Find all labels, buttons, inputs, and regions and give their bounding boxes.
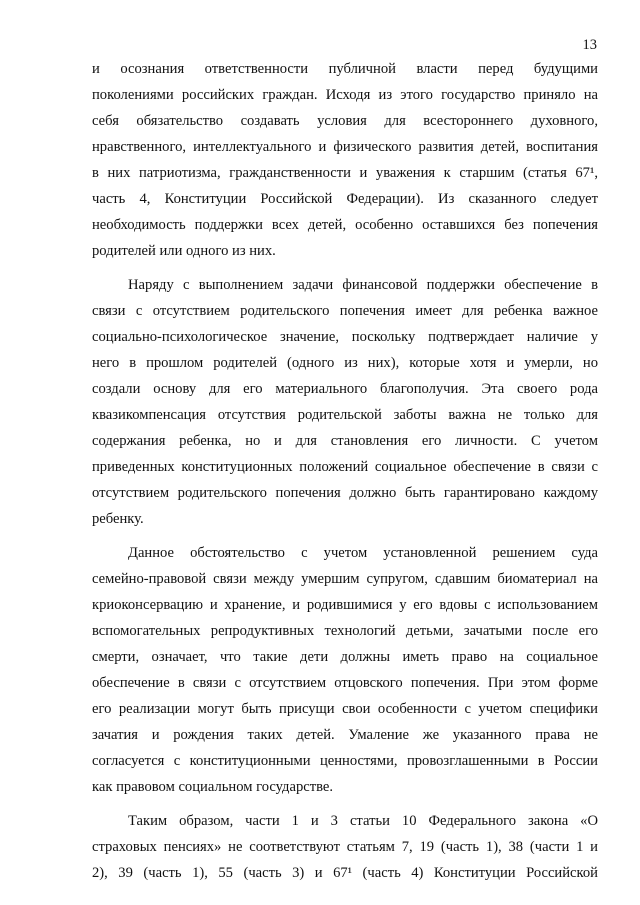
paragraph-line: смерти, означает, что такие дети должны иметь право на социальное — [92, 649, 598, 665]
paragraph-line: социально-психологическое значение, поскольку подтверждает наличие у — [92, 329, 598, 345]
paragraph-line: нравственного, интеллектуального и физического развития детей, воспитания — [92, 139, 598, 155]
paragraph-gap — [92, 264, 598, 272]
paragraph-line: Наряду с выполнением задачи финансовой поддержки обеспечение в — [128, 277, 598, 293]
paragraph-line: его реализации могут быть присущи свои особенности с учетом специфики — [92, 701, 598, 717]
body-text — [92, 56, 598, 886]
page-number: 13 — [582, 37, 597, 53]
paragraph-gap — [92, 532, 598, 540]
paragraph-line: согласуется с конституционными ценностями, провозглашенными в России — [92, 753, 598, 769]
paragraph — [92, 808, 598, 886]
paragraph-gap — [92, 800, 598, 808]
paragraph-line: отсутствием родительского попечения должно быть гарантировано каждому — [92, 485, 598, 501]
paragraph-line: Таким образом, части 1 и 3 статьи 10 Федерального закона «О — [128, 813, 598, 829]
paragraph-line: в них патриотизма, гражданственности и уважения к старшим (статья 67¹, — [92, 165, 598, 181]
paragraph-line: связи с отсутствием родительского попечения имеет для ребенка важное — [92, 303, 598, 319]
paragraph-line: 2), 39 (часть 1), 55 (часть 3) и 67¹ (часть 4) Конституции Российской — [92, 865, 598, 881]
paragraph-line: него в прошлом родителей (одного из них), которые хотя и умерли, но — [92, 355, 598, 371]
paragraph-line: вспомогательных репродуктивных технологий детьми, зачатыми после его — [92, 623, 598, 639]
paragraph-line: семейно-правовой связи между умершим супругом, сдавшим биоматериал на — [92, 571, 598, 587]
paragraph-line: ребенку. — [92, 511, 144, 527]
paragraph-line: и осознания ответственности публичной власти перед будущими — [92, 61, 598, 77]
paragraph-line: себя обязательство создавать условия для всестороннего духовного, — [92, 113, 598, 129]
paragraph-line: как правовом социальном государстве. — [92, 779, 334, 795]
paragraph-line: Данное обстоятельство с учетом установленной решением суда — [128, 545, 598, 561]
paragraph-line: криоконсервацию и хранение, и родившимися у его вдовы с использованием — [92, 597, 598, 613]
paragraph-line: создали основу для его материального благополучия. Эта своего рода — [92, 381, 598, 397]
paragraph — [92, 272, 598, 532]
paragraph-line: страховых пенсиях» не соответствуют статьям 7, 19 (часть 1), 38 (части 1 и — [92, 839, 598, 855]
paragraph-line: содержания ребенка, но и для становления его личности. С учетом — [92, 433, 598, 449]
paragraph-line: зачатия и рождения таких детей. Умаление же указанного права не — [92, 727, 598, 743]
paragraph-line: часть 4, Конституции Российской Федерации). Из сказанного следует — [92, 191, 598, 207]
paragraph-line: квазикомпенсация отсутствия родительской заботы важна не только для — [92, 407, 598, 423]
paragraph-line: поколениями российских граждан. Исходя из этого государство приняло на — [92, 87, 598, 103]
paragraph-line: необходимость поддержки всех детей, особенно оставшихся без попечения — [92, 217, 598, 233]
paragraph-line: обеспечение в связи с отсутствием отцовского попечения. При этом форме — [92, 675, 598, 691]
paragraph-line: родителей или одного из них. — [92, 243, 276, 259]
paragraph — [92, 56, 598, 264]
paragraph — [92, 540, 598, 800]
paragraph-line: приведенных конституционных положений социальное обеспечение в связи с — [92, 459, 598, 475]
